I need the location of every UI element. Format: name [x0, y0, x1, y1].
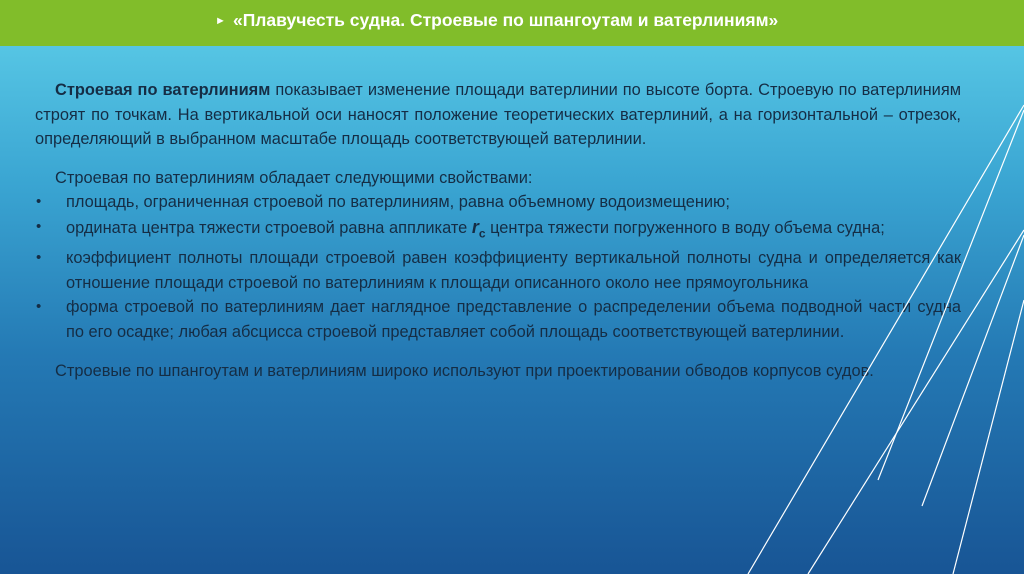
list-item-text-after: центра тяжести погруженного в воду объема судна;: [485, 218, 885, 237]
intro-text: показывает изменение площади ватерлинии по высоте борта. Строевую по ватерлиниям строят по точкам. На вертикальной оси наносят положение теоретических ватерлиний, а на горизонтальной – отрезок, определяющий в выбранном масштабе площадь соответствующей ватерлинии.: [35, 81, 961, 149]
list-item-text: коэффициент полноты площади строевой равен коэффициенту вертикальной полноты судна и определяется как отношение площади строевой по ватерлиниям к площади описанного около нее прямоугольника: [66, 249, 961, 292]
decor-line: [953, 300, 1024, 574]
formula-main: r: [471, 216, 479, 237]
list-item-text: форма строевой по ватерлиниям дает наглядное представление о распределении объема подводной части судна по его осадке; любая абсцисса строевой представляет собой площадь соответствующей ватерлинии.: [66, 298, 961, 341]
properties-heading: Строевая по ватерлиниям обладает следующими свойствами:: [55, 168, 533, 187]
title-marker-icon: ►: [215, 15, 226, 27]
decor-line: [808, 230, 1024, 574]
closing-paragraph: Строевые по шпангоутам и ватерлиниям широко используют при проектировании обводов корпусов судов.: [55, 361, 874, 380]
slide-title: «Плавучесть судна. Строевые по шпангоутам и ватерлиниям»: [233, 10, 779, 30]
bullet-icon: •: [36, 217, 42, 235]
bullet-icon: •: [36, 193, 42, 211]
formula-subscript: c: [478, 226, 486, 241]
decor-line: [748, 105, 1024, 574]
decor-line: [878, 110, 1024, 480]
decor-line: [922, 235, 1024, 506]
bullet-icon: •: [36, 298, 42, 316]
list-item-text: площадь, ограниченная строевой по ватерлиниям, равна объемному водоизмещению;: [66, 193, 730, 212]
list-item-text-before: ордината центра тяжести строевой равна аппликате: [66, 218, 472, 237]
bullet-icon: •: [36, 249, 42, 267]
intro-term: Строевая по ватерлиниям: [55, 81, 271, 99]
